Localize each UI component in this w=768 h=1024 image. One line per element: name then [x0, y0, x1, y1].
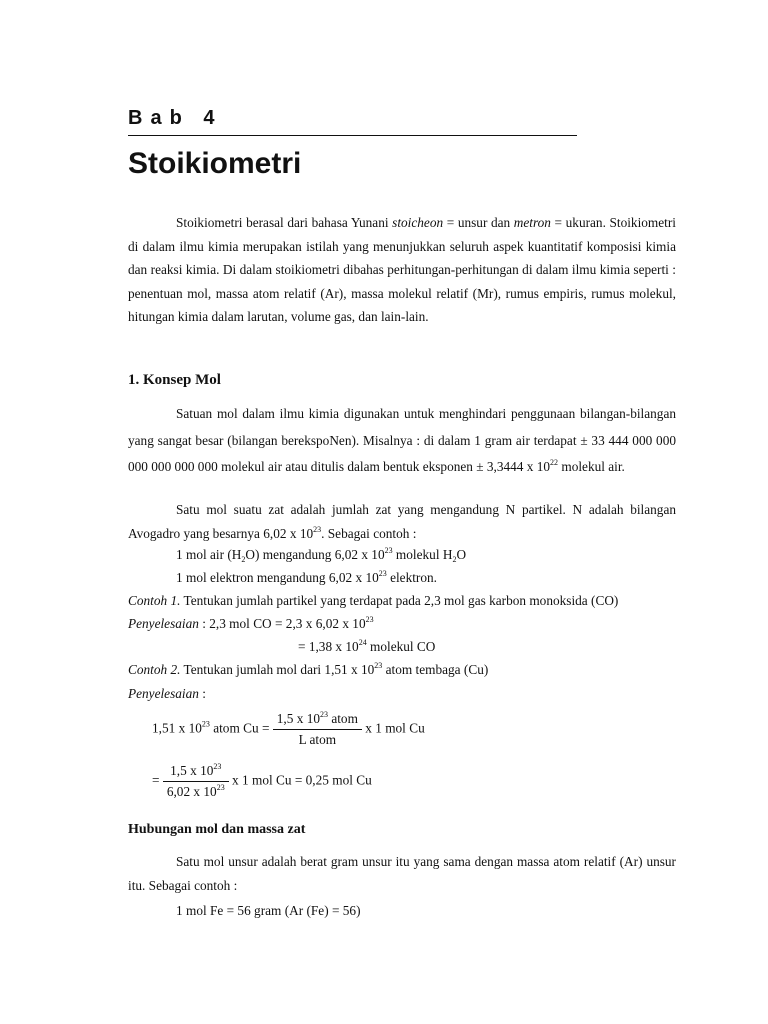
section-heading-hubungan-mol: Hubungan mol dan massa zat — [128, 822, 306, 837]
contoh-2 — [128, 660, 488, 680]
exponent: 22 — [550, 458, 559, 468]
intro-term-stoicheon: stoicheon — [392, 215, 444, 230]
subscript: 2 — [452, 555, 457, 564]
formula-term: 1,51 x 10 — [152, 720, 202, 736]
penyelesaian-label: Penyelesaian — [128, 686, 199, 701]
konsep-mol-paragraph-2 — [128, 498, 676, 546]
text: Tentukan jumlah mol dari 1,51 x 10 — [180, 662, 375, 677]
contoh-1 — [128, 591, 618, 611]
formula-2 — [152, 763, 372, 800]
intro-text: = unsur dan — [443, 215, 514, 230]
formula-term: atom — [328, 711, 358, 726]
paragraph-text: Satu mol unsur adalah berat gram unsur itu yang sama dengan massa atom relatif (Ar) unsur itu. Sebagai contoh : — [128, 854, 676, 893]
text: molekul H — [392, 547, 453, 562]
text: molekul CO — [366, 639, 436, 654]
section-heading-konsep-mol: 1. Konsep Mol — [128, 372, 221, 388]
text: O — [456, 547, 467, 562]
text: atom tembaga (Cu) — [382, 662, 489, 677]
konsep-mol-paragraph-1 — [128, 401, 676, 481]
chapter-divider — [128, 135, 577, 136]
exponent: 23 — [201, 719, 210, 729]
formula-term: 6,02 x 10 — [166, 784, 217, 799]
fraction — [273, 711, 362, 748]
paragraph-text: Satu mol suatu zat adalah jumlah zat yang mengandung N partikel. N adalah bilangan Avogadro yang besarnya 6,02 x 10 — [128, 502, 676, 541]
paragraph-text: . Sebagai contoh : — [321, 526, 417, 541]
chapter-title: Stoikiometri — [128, 147, 302, 180]
exponent: 23 — [384, 546, 393, 555]
contoh-label: Contoh 2. — [128, 662, 181, 677]
denominator: L atom — [298, 732, 337, 747]
penyelesaian-label: Penyelesaian — [128, 616, 199, 631]
intro-paragraph — [128, 211, 676, 329]
subscript: 2 — [241, 555, 246, 564]
text: O) mengandung 6,02 x 10 — [245, 547, 385, 562]
example-line-fe: 1 mol Fe = 56 gram (Ar (Fe) = 56) — [176, 903, 361, 918]
exponent: 23 — [313, 525, 322, 534]
chapter-label: Bab 4 — [128, 107, 223, 129]
formula-term: x 1 mol Cu = 0,25 mol Cu — [228, 772, 372, 788]
intro-text: = ukuran. Stoikiometri di dalam ilmu kimia merupakan istilah yang menunjukkan seluruh aspek kuantitatif komposisi kimia dan reaksi kimia. Di dalam stoikiometri dibahas perhitungan-perhitungan di dalam ilmu kimia seperti : penentuan mol, massa atom relatif (Ar), massa molekul relatif (Mr), rumus empiris, rumus molekul, hitungan kimia dalam larutan, volume gas, dan lain-lain. — [128, 215, 676, 325]
penyelesaian-1 — [128, 614, 374, 634]
formula-term: = — [152, 772, 163, 788]
text: 1 mol air (H — [176, 547, 242, 562]
paragraph-text: molekul air. — [558, 459, 625, 475]
text: 1 mol elektron mengandung 6,02 x 10 — [176, 570, 379, 585]
example-line-water — [176, 545, 466, 565]
exponent: 23 — [374, 661, 383, 670]
contoh-label: Contoh 1. — [128, 593, 181, 608]
text: : — [198, 686, 206, 701]
text: Tentukan jumlah partikel yang terdapat pada 2,3 mol gas karbon monoksida (CO) — [180, 593, 619, 608]
exponent: 23 — [378, 569, 387, 578]
hubungan-mol-paragraph — [128, 850, 676, 898]
denominator — [163, 782, 229, 800]
exponent: 23 — [213, 762, 222, 771]
formula-1 — [152, 711, 425, 748]
text: = 1,38 x 10 — [298, 639, 359, 654]
paragraph-text: Satuan mol dalam ilmu kimia digunakan untuk menghindari penggunaan bilangan-bilangan yang sangat besar (bilangan berekspoNen). Misalnya : di dalam 1 gram air terdapat ± 33 444 000 000 000 000 000 000 molekul air atau ditulis dalam bentuk eksponen ± 3,3444 x 10 — [128, 406, 676, 475]
formula-term: atom Cu = — [209, 720, 273, 736]
exponent: 23 — [365, 615, 374, 624]
formula-term: 1,5 x 10 — [170, 763, 214, 778]
formula-term: 1,5 x 10 — [276, 711, 320, 726]
text: : 2,3 mol CO = 2,3 x 6,02 x 10 — [198, 616, 366, 631]
text: elektron. — [386, 570, 437, 585]
intro-text: Stoikiometri berasal dari bahasa Yunani — [176, 215, 393, 230]
numerator — [273, 711, 362, 730]
exponent: 23 — [216, 783, 225, 792]
exponent: 24 — [358, 638, 367, 647]
example-line-electron — [176, 568, 437, 588]
formula-term: x 1 mol Cu — [361, 720, 425, 736]
exponent: 23 — [320, 710, 328, 719]
fraction — [163, 763, 229, 800]
penyelesaian-2 — [128, 684, 206, 704]
numerator — [163, 763, 229, 782]
penyelesaian-1-result — [298, 637, 435, 657]
intro-term-metron: metron — [513, 215, 551, 230]
